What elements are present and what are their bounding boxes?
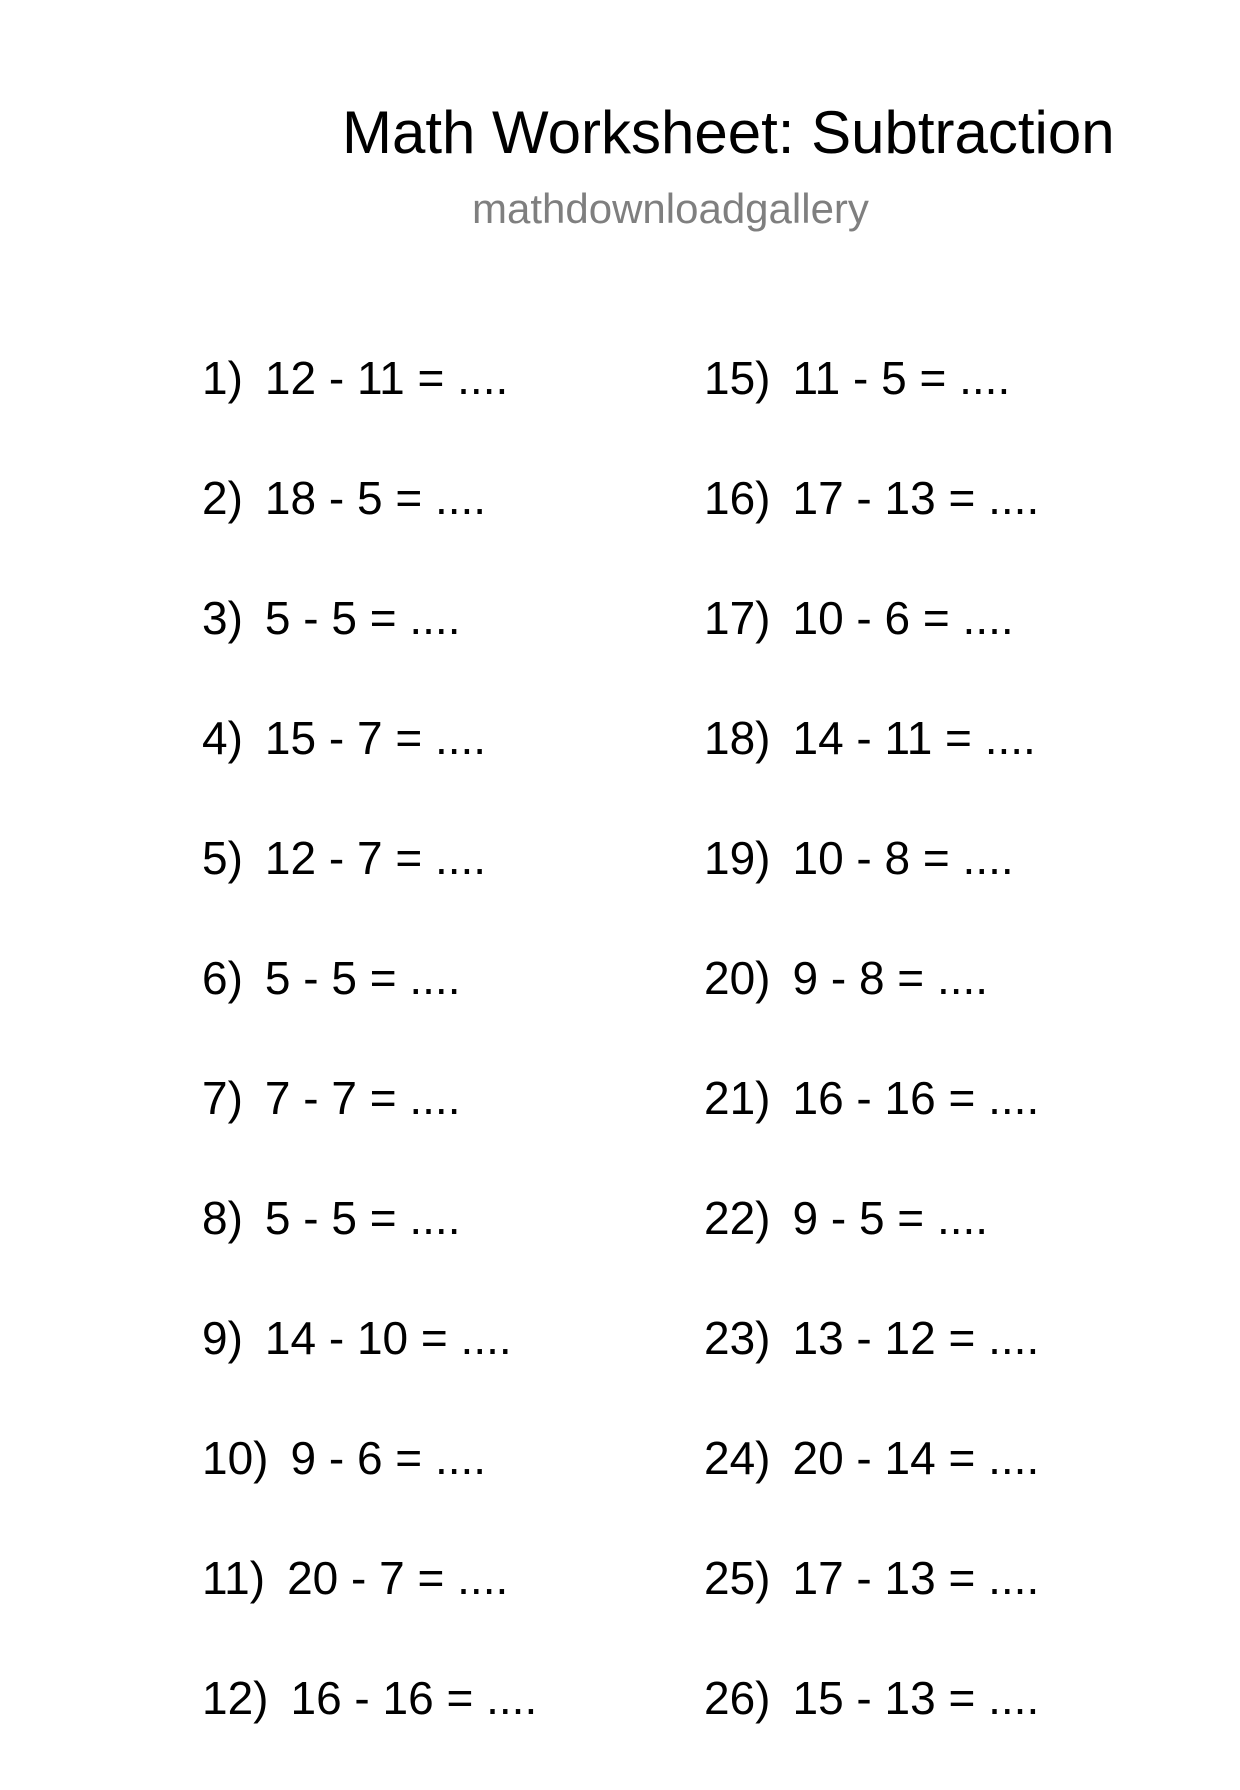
problem-expression: 20 - 14 = .... (792, 1432, 1040, 1484)
problem-number: 2) (202, 472, 243, 524)
problem-item (704, 1310, 1039, 1430)
problem-expression: 10 - 6 = .... (792, 592, 1014, 644)
problem-expression: 11 - 5 = .... (792, 352, 1011, 404)
problem-item (704, 950, 1039, 1070)
problem-item (704, 1190, 1039, 1310)
problem-number: 8) (202, 1192, 243, 1244)
problem-expression: 14 - 11 = .... (792, 712, 1036, 764)
problem-expression: 20 - 7 = .... (287, 1552, 509, 1604)
problem-expression: 9 - 8 = .... (792, 952, 989, 1004)
problem-item (202, 350, 537, 470)
problem-expression: 17 - 13 = .... (792, 1552, 1040, 1604)
problem-expression: 5 - 5 = .... (264, 592, 461, 644)
problem-number: 18) (704, 712, 771, 764)
problem-number: 17) (704, 592, 771, 644)
problem-item (202, 1190, 537, 1310)
problem-item (704, 470, 1039, 590)
problem-number: 12) (202, 1672, 269, 1724)
problem-expression: 17 - 13 = .... (792, 472, 1040, 524)
problem-number: 1) (202, 352, 243, 404)
problem-number: 15) (704, 352, 771, 404)
problem-item (704, 1550, 1039, 1670)
problem-number: 26) (704, 1672, 771, 1724)
problem-number: 4) (202, 712, 243, 764)
page-title: Math Worksheet: Subtraction (342, 99, 1115, 166)
problem-item (202, 1310, 537, 1430)
problem-number: 19) (704, 832, 771, 884)
problem-item (704, 1430, 1039, 1550)
problem-number: 11) (202, 1552, 266, 1604)
problem-column-left (202, 350, 537, 1790)
problem-expression: 13 - 12 = .... (792, 1312, 1040, 1364)
problem-number: 6) (202, 952, 243, 1004)
problem-number: 3) (202, 592, 243, 644)
problem-item (202, 1550, 537, 1670)
problem-expression: 16 - 16 = .... (792, 1072, 1040, 1124)
problem-number: 22) (704, 1192, 771, 1244)
problem-expression: 5 - 5 = .... (264, 952, 461, 1004)
problem-item (704, 1670, 1039, 1790)
problem-expression: 9 - 5 = .... (792, 1192, 989, 1244)
problem-item (202, 1430, 537, 1550)
problem-number: 24) (704, 1432, 771, 1484)
problem-number: 21) (704, 1072, 771, 1124)
problem-item (704, 710, 1039, 830)
problem-expression: 10 - 8 = .... (792, 832, 1014, 884)
problem-item (202, 830, 537, 950)
problem-number: 20) (704, 952, 771, 1004)
problem-expression: 14 - 10 = .... (264, 1312, 512, 1364)
problem-expression: 7 - 7 = .... (264, 1072, 461, 1124)
problem-number: 23) (704, 1312, 771, 1364)
problem-item (202, 710, 537, 830)
problem-item (202, 590, 537, 710)
problem-expression: 15 - 13 = .... (792, 1672, 1040, 1724)
problem-expression: 16 - 16 = .... (290, 1672, 538, 1724)
problem-number: 16) (704, 472, 771, 524)
problem-expression: 15 - 7 = .... (264, 712, 487, 764)
problem-number: 10) (202, 1432, 269, 1484)
problem-item (202, 950, 537, 1070)
problem-expression: 9 - 6 = .... (290, 1432, 487, 1484)
problem-item (704, 830, 1039, 950)
problem-item (202, 1670, 537, 1790)
problem-expression: 12 - 7 = .... (264, 832, 487, 884)
problem-item (202, 470, 537, 590)
problem-number: 5) (202, 832, 243, 884)
problem-expression: 5 - 5 = .... (264, 1192, 461, 1244)
problem-item (704, 1070, 1039, 1190)
page-subtitle: mathdownloadgallery (472, 185, 869, 232)
problem-item (704, 590, 1039, 710)
problem-expression: 18 - 5 = .... (264, 472, 487, 524)
problem-column-right (704, 350, 1039, 1790)
problem-item (704, 350, 1039, 470)
problem-item (202, 1070, 537, 1190)
problem-number: 25) (704, 1552, 771, 1604)
problem-expression: 12 - 11 = .... (264, 352, 509, 404)
problem-number: 9) (202, 1312, 243, 1364)
problem-number: 7) (202, 1072, 243, 1124)
